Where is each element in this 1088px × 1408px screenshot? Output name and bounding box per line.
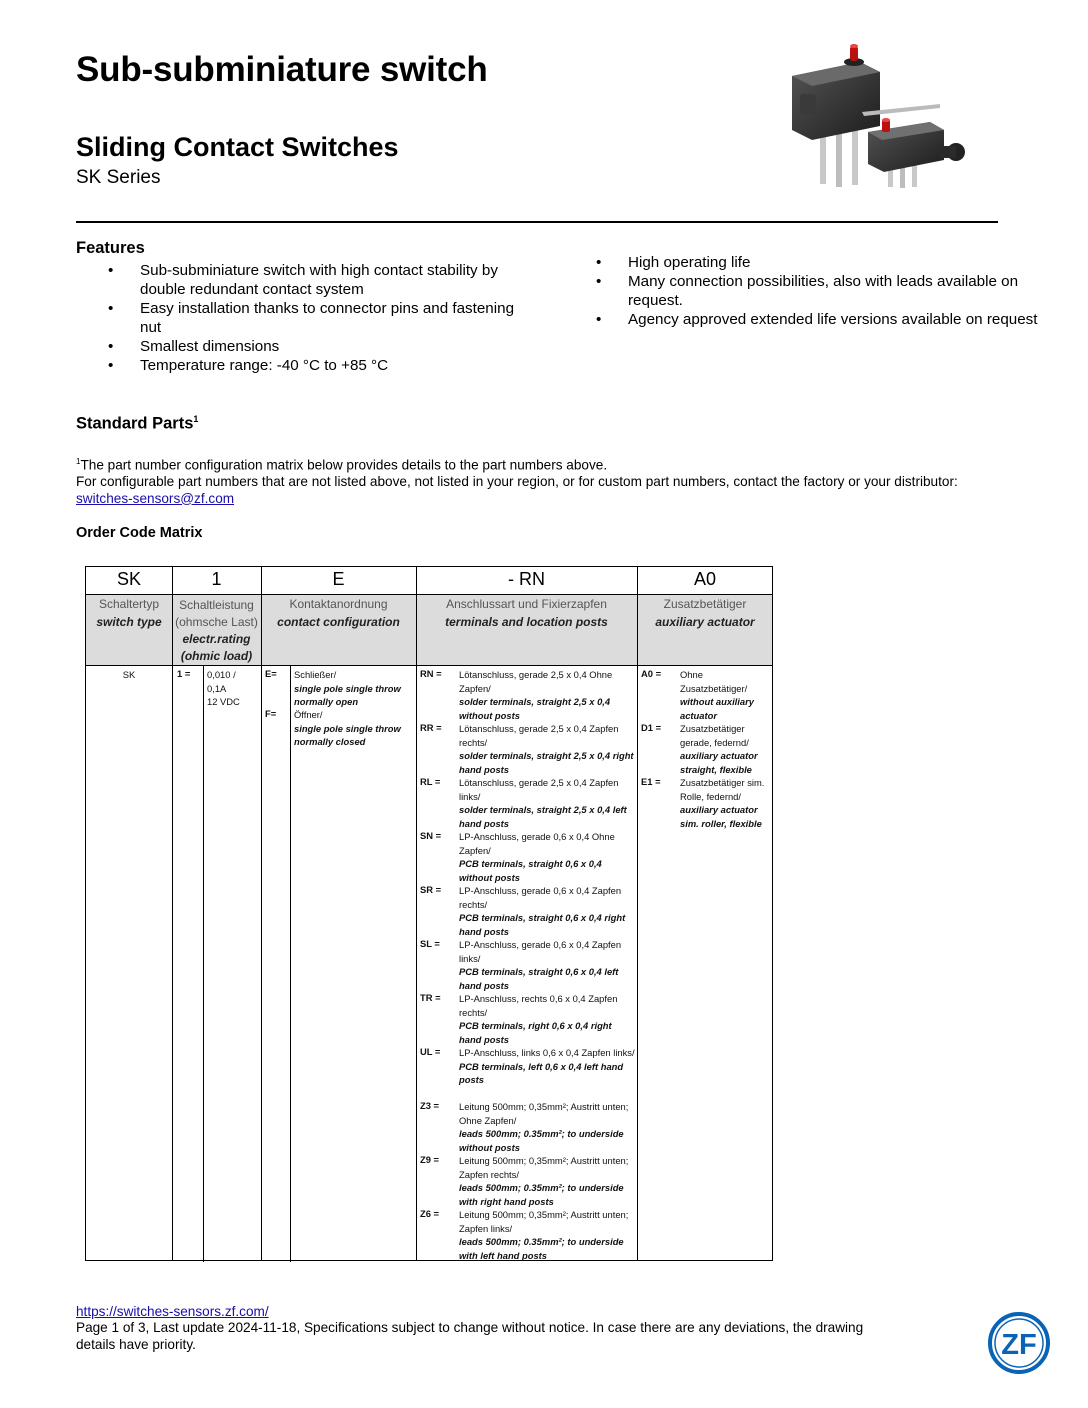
col-code-terminals: - RN xyxy=(508,569,545,589)
contact-en: single pole single throw normally closed xyxy=(294,722,401,747)
terminal-option xyxy=(459,992,635,1046)
actuator-key: D1 = xyxy=(641,722,662,733)
col-code-rating: 1 xyxy=(211,569,222,589)
col-de-actuator: Zusatzbetätiger xyxy=(663,597,747,611)
terminal-en: solder terminals, straight 2,5 x 0,4 without posts xyxy=(459,696,611,721)
col-de-terminals: Anschlussart und Fixierzapfen xyxy=(446,597,607,611)
matrix-col-line xyxy=(416,567,417,1260)
standard-parts-heading-text: Standard Parts xyxy=(76,414,194,433)
terminal-de: LP-Anschluss, gerade 0,6 x 0,4 Zapfen rechts/ xyxy=(459,885,622,910)
terminal-de: LP-Anschluss, gerade 0,6 x 0,4 Zapfen links/ xyxy=(459,939,622,964)
terminal-de: Lötanschluss, gerade 2,5 x 0,4 Zapfen links/ xyxy=(459,777,619,802)
terminal-de: Lötanschluss, gerade 2,5 x 0,4 Ohne Zapfen/ xyxy=(459,669,613,694)
note-line-2: For configurable part numbers that are not listed above, not listed in your region, or for custom part numbers, contact the factory or your distributor: xyxy=(76,474,958,490)
terminal-en: solder terminals, straight 2,5 x 0,4 right hand posts xyxy=(459,750,634,775)
feature-item: • Sub-subminiature switch with high contact stability by double redundant contact system xyxy=(108,261,538,299)
feature-item: • Easy installation thanks to connector pins and fastening nut xyxy=(108,299,538,337)
feature-item: • High operating life xyxy=(596,253,1046,272)
terminal-option xyxy=(459,884,635,938)
actuator-de: Zusatzbetätiger sim. Rolle, federnd/ xyxy=(680,777,765,802)
feature-item: • Temperature range: -40 °C to +85 °C xyxy=(108,356,538,375)
terminal-en: PCB terminals, straight 0,6 x 0,4 without posts xyxy=(459,858,602,883)
terminal-option xyxy=(459,776,635,830)
feature-item: • Smallest dimensions xyxy=(108,337,538,356)
terminal-key: Z3 = xyxy=(420,1100,440,1111)
terminal-key: SR = xyxy=(420,884,442,895)
rating-line: 0,1A xyxy=(207,682,227,694)
features-list-right xyxy=(596,253,1046,329)
terminal-option xyxy=(459,1100,635,1154)
col-code-switch-type: SK xyxy=(116,569,141,589)
terminal-key: Z9 = xyxy=(420,1154,440,1165)
col-en-switch-type: switch type xyxy=(96,615,162,629)
col-en-actuator: auxiliary actuator xyxy=(655,615,755,629)
features-list-left xyxy=(108,261,538,375)
terminal-en: leads 500mm; 0.35mm²; to underside with right hand posts xyxy=(459,1182,624,1207)
page-title: Sub-subminiature switch xyxy=(76,50,488,89)
actuator-de: Zusatzbetätiger gerade, federnd/ xyxy=(680,723,749,748)
terminal-de: Leitung 500mm; 0,35mm²; Austritt unten; Zapfen rechts/ xyxy=(459,1155,629,1180)
col-de-switch-type: Schaltertyp xyxy=(98,597,160,611)
footnote-mark: 1 xyxy=(76,457,81,466)
contact-option xyxy=(294,708,414,749)
col-en-contact: contact configuration xyxy=(277,615,400,629)
terminal-en: PCB terminals, straight 0,6 x 0,4 left hand posts xyxy=(459,966,619,991)
terminal-key: SN = xyxy=(420,830,442,841)
contact-en: single pole single throw normally open xyxy=(294,682,401,707)
page-subtitle: Sliding Contact Switches xyxy=(76,132,399,162)
matrix-col-line xyxy=(290,665,291,1262)
col-en-terminals: terminals and location posts xyxy=(445,615,608,629)
actuator-en: auxiliary actuator sim. roller, flexible xyxy=(680,804,762,829)
actuator-en: without auxiliary actuator xyxy=(680,696,754,721)
footer-text: Page 1 of 3, Last update 2024-11-18, Specifications subject to change without notice. In case there are any deviations, the drawing details have priority. xyxy=(76,1320,864,1352)
features-heading: Features xyxy=(76,239,145,257)
terminal-key: TR = xyxy=(420,992,441,1003)
terminal-en: solder terminals, straight 2,5 x 0,4 left hand posts xyxy=(459,804,627,829)
actuator-option xyxy=(680,668,770,722)
col-en-rating: electr.rating (ohmic load) xyxy=(180,632,253,663)
actuator-en: auxiliary actuator straight, flexible xyxy=(680,750,758,775)
terminal-option xyxy=(459,1046,635,1087)
terminal-en: PCB terminals, right 0,6 x 0,4 right hand posts xyxy=(459,1020,612,1045)
feature-item: • Many connection possibilities, also with leads available on request. xyxy=(596,272,1046,310)
matrix-col-line xyxy=(203,665,204,1262)
terminal-en: PCB terminals, left 0,6 x 0,4 left hand posts xyxy=(459,1060,624,1085)
contact-key: E= xyxy=(265,668,277,679)
terminal-key: SL = xyxy=(420,938,440,949)
terminal-en: leads 500mm; 0.35mm²; to underside without posts xyxy=(459,1128,624,1153)
actuator-key: E1 = xyxy=(641,776,661,787)
terminal-de: LP-Anschluss, rechts 0,6 x 0,4 Zapfen rechts/ xyxy=(459,993,618,1018)
terminal-option xyxy=(459,1154,635,1208)
terminal-key: RR = xyxy=(420,722,442,733)
rating-values xyxy=(207,668,259,709)
actuator-de: Ohne Zusatzbetätiger/ xyxy=(680,669,748,694)
standard-parts-note xyxy=(76,454,1066,507)
terminal-de: Lötanschluss, gerade 2,5 x 0,4 Zapfen rechts/ xyxy=(459,723,619,748)
header-divider xyxy=(76,221,998,223)
col-de-rating: Schaltleistung (ohmsche Last) xyxy=(175,598,258,629)
contact-key: F= xyxy=(265,708,277,719)
matrix-col-line xyxy=(172,567,173,1260)
footnote-mark: 1 xyxy=(193,414,199,424)
terminal-option xyxy=(459,668,635,722)
rating-line: 0,010 / xyxy=(207,669,236,680)
terminal-en: PCB terminals, straight 0,6 x 0,4 right hand posts xyxy=(459,912,626,937)
terminal-de: LP-Anschluss, links 0,6 x 0,4 Zapfen links/ xyxy=(459,1047,635,1058)
terminal-option xyxy=(459,1208,635,1262)
product-photo xyxy=(780,34,980,196)
terminal-en: leads 500mm; 0.35mm²; to underside with left hand posts xyxy=(459,1236,624,1261)
terminal-de: LP-Anschluss, gerade 0,6 x 0,4 Ohne Zapfen/ xyxy=(459,831,615,856)
switch-type-value: SK xyxy=(122,669,136,680)
terminal-de: Leitung 500mm; 0,35mm²; Austritt unten; Zapfen links/ xyxy=(459,1209,629,1234)
order-matrix-heading: Order Code Matrix xyxy=(76,525,203,541)
order-code-matrix xyxy=(85,566,773,1261)
terminal-key: RL = xyxy=(420,776,441,787)
col-code-actuator: A0 xyxy=(693,569,717,589)
terminal-option xyxy=(459,830,635,884)
col-de-contact: Kontaktanordnung xyxy=(289,597,388,611)
feature-item: • Agency approved extended life versions available on request xyxy=(596,310,1046,329)
actuator-key: A0 = xyxy=(641,668,662,679)
rating-line: 12 VDC xyxy=(207,696,240,707)
rating-key: 1 = xyxy=(177,668,191,679)
actuator-option xyxy=(680,722,770,776)
contact-option xyxy=(294,668,414,709)
matrix-rule xyxy=(86,594,772,595)
matrix-col-line xyxy=(637,567,638,1260)
standard-parts-heading xyxy=(76,414,198,434)
logo-lettering: ZF xyxy=(1001,1329,1037,1361)
terminal-key: RN = xyxy=(420,668,442,679)
contact-de: Öffner/ xyxy=(294,709,323,720)
col-code-contact: E xyxy=(332,569,345,589)
terminal-option xyxy=(459,722,635,776)
website-link[interactable]: https://switches-sensors.zf.com/ xyxy=(76,1304,269,1319)
contact-de: Schließer/ xyxy=(294,669,337,680)
terminal-key: UL = xyxy=(420,1046,441,1057)
actuator-option xyxy=(680,776,770,830)
matrix-col-line xyxy=(261,567,262,1260)
terminal-key: Z6 = xyxy=(420,1208,440,1219)
series-label: SK Series xyxy=(76,167,161,188)
zf-logo xyxy=(987,1311,1051,1375)
matrix-rule xyxy=(86,665,772,666)
terminal-option xyxy=(459,938,635,992)
terminal-de: Leitung 500mm; 0,35mm²; Austritt unten; Ohne Zapfen/ xyxy=(459,1101,629,1126)
contact-email-link[interactable]: switches-sensors@zf.com xyxy=(76,490,235,506)
note-line-1: The part number configuration matrix below provides details to the part numbers above. xyxy=(80,457,608,473)
